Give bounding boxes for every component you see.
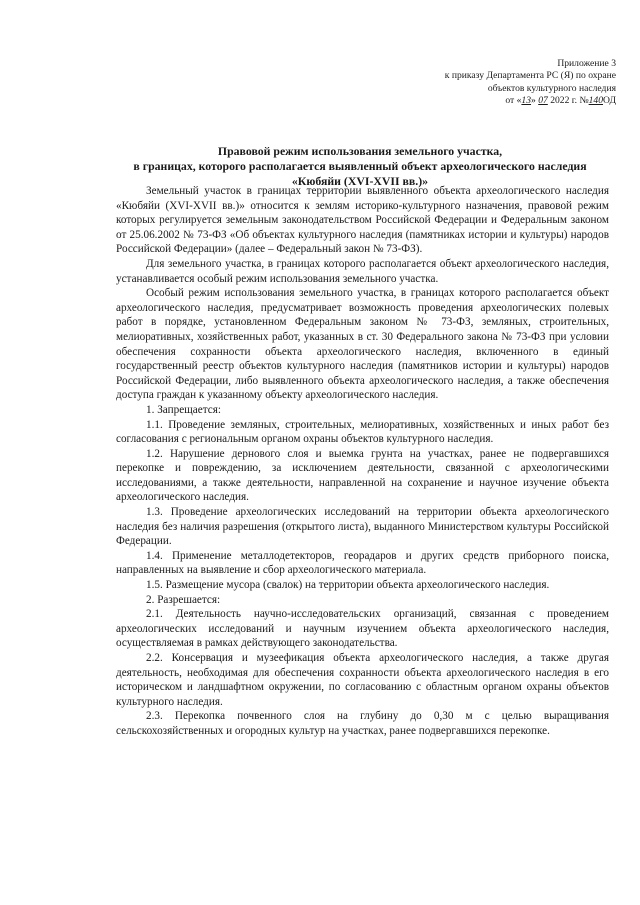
document-body	[116, 184, 609, 739]
order-reference: к приказу Департамента РС (Я) по охране	[444, 70, 616, 82]
title-line-2: в границах, которого располагается выявленный объект археологического наследия	[133, 159, 587, 173]
item-2-1: 2.1. Деятельность научно-исследовательских организаций, связанная с проведением археологических исследований и научным изучением объекта археологического наследия, осуществляемая в рамках действующего законодательства.	[116, 608, 609, 650]
title-line-1: Правовой режим использования земельного участка,	[217, 144, 503, 158]
item-1-4: 1.4. Применение металлодетекторов, георадаров и других средств приборного поиска, направленных на выявление и сбор археологического материала.	[116, 549, 609, 577]
document-title	[100, 144, 620, 189]
item-2-3: 2.3. Перекопка почвенного слоя на глубину до 0,30 м с целью выращивания сельскохозяйственных и огородных культур на участках, ранее подвергавшихся перекопке.	[116, 710, 609, 737]
order-month: 07	[538, 95, 548, 107]
order-date-line: от «13» 07 2022 г. №140ОД	[505, 95, 616, 107]
order-day: 13	[521, 95, 532, 107]
paragraph-regime: Для земельного участка, в границах которого располагается объект археологического наследия, устанавливается особый режим использования земельного участка.	[116, 257, 609, 285]
title-line-3: «Кюбяйи (XVI-XVII вв.)»	[291, 174, 429, 188]
item-1-5: 1.5. Размещение мусора (свалок) на территории объекта археологического наследия.	[146, 579, 550, 592]
item-2-2: 2.2. Консервация и музеефикация объекта археологического наследия, а также другая деятельность, необходимая для обеспечения сохранности объекта археологического наследия в его историческом и ландшафтном окружении, по согласованию с областным органом охраны объектов культурного наследия.	[116, 652, 609, 708]
item-1-3: 1.3. Проведение археологических исследований на территории объекта археологического наследия без наличия разрешения (открытого листа), выданного Министерством культуры Российской Федерации.	[116, 506, 609, 548]
item-1-2: 1.2. Нарушение дернового слоя и выемка грунта на участках, ранее не подвергавшихся перекопке и повреждению, за исключением деятельности, связанной с археологическими исследованиями, а также деятельности, направленной на сохранение и научное изучение объекта археологического наследия.	[116, 447, 609, 504]
item-1-1: 1.1. Проведение земляных, строительных, мелиоративных, хозяйственных и иных работ без согласования с региональным органом охраны объектов культурного наследия.	[116, 418, 609, 446]
order-number: 140	[588, 95, 603, 107]
section-prohibited: 1. Запрещается:	[146, 403, 221, 416]
appendix-number: Приложение 3	[557, 58, 616, 69]
paragraph-intro: Земельный участок в границах территории выявленного объекта археологического наследия «Кюбяйи (XVI-XVII вв.)» относится к землям историко-культурного назначения, правовой режим которых регулируется земельным законодательством Российской Федерации и Федеральным законом от 25.06.2002 № 73-ФЗ «Об объектах культурного наследия (памятниках истории и культуры) народов Российской Федерации» (далее – Федеральный закон № 73-ФЗ).	[116, 185, 609, 256]
appendix-header	[366, 58, 616, 108]
paragraph-special-regime: Особый режим использования земельного участка, в границах которого располагается объект археологического наследия, предусматривает возможность проведения археологических полевых работ в порядке, установленном Федеральным законом № 73-ФЗ, земляных, строительных, мелиоративных, хозяйственных работ, указанных в ст. 30 Федерального закона № 73-ФЗ при условии обеспечения сохранности объекта археологического наследия, включенного в единый государственный реестр объектов культурного наследия (памятников истории и культуры) народов Российской Федерации, либо выявленного объекта археологического наследия, а также обеспечения доступа граждан к указанному объекту археологического наследия.	[116, 287, 609, 402]
section-allowed: 2. Разрешается:	[146, 593, 221, 606]
department-name: объектов культурного наследия	[487, 82, 616, 94]
